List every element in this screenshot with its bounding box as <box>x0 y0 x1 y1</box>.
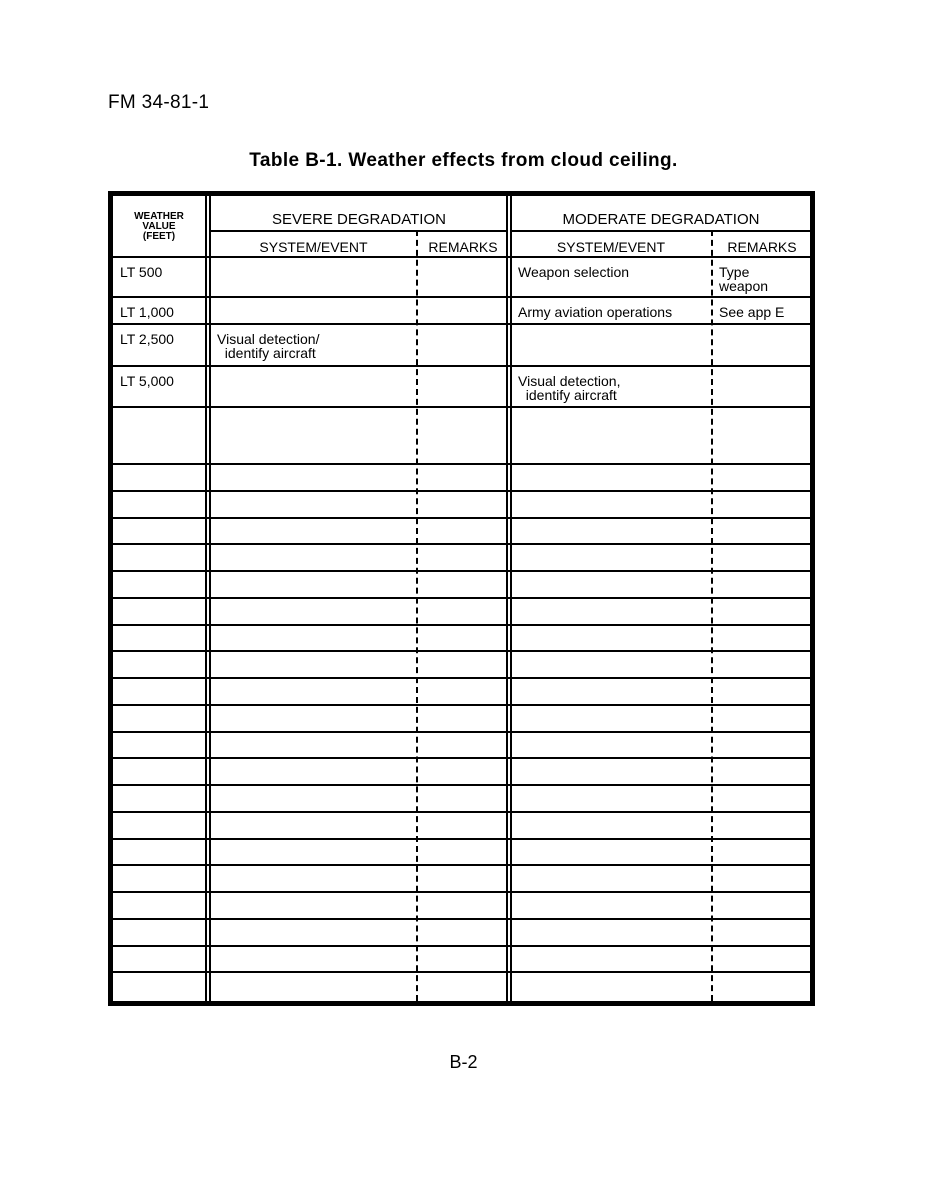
page-number: B-2 <box>449 1052 478 1072</box>
row-divider <box>113 757 811 759</box>
row-divider <box>113 365 811 367</box>
row-divider <box>113 543 811 545</box>
cell-severe-system: Visual detection/ identify aircraft <box>217 331 320 361</box>
severe-remarks-header: REMARKS <box>428 239 498 255</box>
cell-moderate-system: Army aviation operations <box>518 304 673 320</box>
row-divider <box>113 918 811 920</box>
severe-remarks-separator <box>416 230 418 1001</box>
severe-system-event-header: SYSTEM/EVENT <box>259 239 368 255</box>
cell-moderate-remarks: Type weapon <box>719 264 769 294</box>
severe-degradation-header: SEVERE DEGRADATION <box>272 211 446 228</box>
row-divider <box>113 517 811 519</box>
severe-header-divider <box>210 230 508 232</box>
row-divider <box>113 323 811 325</box>
row-divider <box>113 838 811 840</box>
weather-header-line-3: (FEET) <box>142 231 176 242</box>
moderate-remarks-separator <box>711 230 713 1001</box>
row-divider <box>113 891 811 893</box>
document-id: FM 34-81-1 <box>108 92 210 113</box>
cell-moderate-system: Visual detection, identify aircraft <box>518 373 621 403</box>
row-divider <box>113 463 811 465</box>
cell-moderate-remarks: See app E <box>719 304 785 320</box>
weather-header-line-1: WEATHER <box>134 211 184 222</box>
cell-weather: LT 5,000 <box>120 373 174 389</box>
row-divider <box>113 731 811 733</box>
cell-moderate-system: Weapon selection <box>518 264 630 280</box>
cell-weather: LT 500 <box>120 264 163 280</box>
row-divider <box>113 624 811 626</box>
weather-header-line-2: VALUE <box>142 221 176 232</box>
row-divider <box>113 406 811 408</box>
row-divider <box>113 677 811 679</box>
row-divider <box>113 945 811 947</box>
row-divider <box>113 256 811 258</box>
weather-effects-table <box>108 191 815 1006</box>
moderate-degradation-header: MODERATE DEGRADATION <box>562 211 760 228</box>
moderate-header-divider <box>512 230 811 232</box>
row-divider <box>113 971 811 973</box>
table-title: Table B-1. Weather effects from cloud ceiling. <box>249 150 678 171</box>
row-divider <box>113 811 811 813</box>
row-divider <box>113 597 811 599</box>
moderate-system-event-header: SYSTEM/EVENT <box>556 239 666 255</box>
row-divider <box>113 784 811 786</box>
row-divider <box>113 570 811 572</box>
weather-value-header <box>113 212 205 242</box>
row-divider <box>113 864 811 866</box>
row-divider <box>113 704 811 706</box>
cell-weather: LT 1,000 <box>120 304 174 320</box>
cell-weather: LT 2,500 <box>120 331 174 347</box>
row-divider <box>113 650 811 652</box>
row-divider <box>113 296 811 298</box>
row-divider <box>113 490 811 492</box>
moderate-remarks-header: REMARKS <box>727 239 797 255</box>
